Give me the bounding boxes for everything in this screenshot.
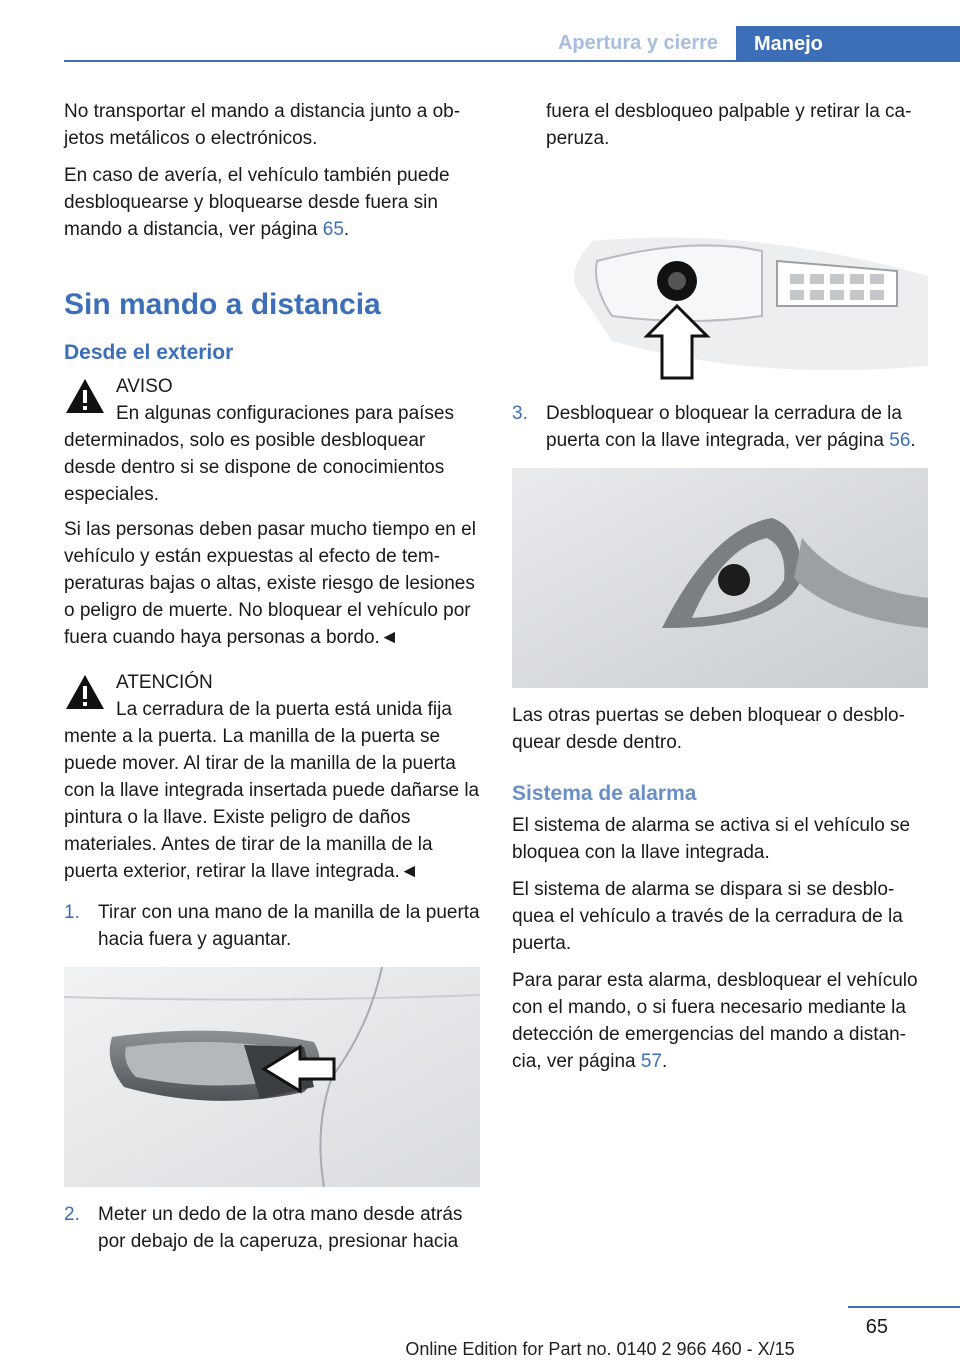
warning-body: determinados, solo es posible desbloquear desde dentro si se dispone de conocimientos especiales. (64, 430, 445, 505)
step-1 (64, 899, 480, 953)
paragraph: El sistema de alarma se activa si el vehículo se bloquea con la llave integrada. (512, 815, 911, 863)
step-number: 2. (64, 1204, 80, 1225)
warning-triangle-icon (64, 673, 106, 711)
text: . (910, 430, 916, 451)
step-3 (512, 400, 928, 454)
paragraph: No transportar el mando a distancia junto a objetos metálicos o electrónicos. (64, 101, 461, 149)
page-link[interactable]: 56 (889, 430, 911, 451)
header-section: Apertura y cierre (557, 32, 719, 54)
step-text: Meter un dedo de la otra mano desde atrás por debajo de la caperuza, presionar hacia (98, 1204, 463, 1252)
subsection-title: Sistema de alarma (512, 782, 697, 805)
paragraph: Las otras puertas se deben bloquear o desbloquear desde dentro. (512, 705, 905, 753)
warning-notice (64, 373, 480, 508)
right-column (512, 98, 928, 1085)
step-2-continued (512, 98, 928, 152)
step-number: 1. (64, 902, 80, 923)
text: . (343, 219, 350, 240)
caution-body: mente a la puerta. La manilla de la puerta se puede mover. Al tirar de la manilla de la puerta con la llave integrada insertada puede dañarse la pintura o la llave. Existe peligro de daños materiales. Antes de tirar de la manilla de la puerta exterior, retirar la llave integrada.◄ (64, 726, 480, 882)
header-rule (64, 60, 960, 62)
edition-text: Online Edition for Part no. 0140 2 966 460 - X/15 (405, 1339, 795, 1359)
text: En caso de avería, el vehículo también puede desbloquearse y bloquearse desde fuera sin mando a distancia, ver página (64, 165, 450, 240)
page-number: 65 (865, 1316, 888, 1338)
door-handle-photo (64, 967, 480, 1187)
section-title: Sin mando a distancia (64, 288, 381, 321)
step-text: Tirar con una mano de la manilla de la puerta hacia fuera y aguantar. (98, 902, 480, 950)
text: Para parar esta alarma, desbloquear el vehículo con el mando, o si fuera necesario mediante la detección de emergencias del mando a distancia, ver página (512, 970, 918, 1072)
caution-first-line: La cerradura de la puerta está unida fija (116, 699, 452, 720)
step-number: 3. (512, 403, 528, 424)
paragraph (512, 967, 928, 1075)
warning-first-line: En algunas configuraciones para países (116, 403, 455, 424)
paragraph: Si las personas deben pasar mucho tiempo en el vehículo y están expuestas al efecto de temperaturas bajas o altas, existe riesgo de lesiones o peligro de muerte. No bloquear el vehículo por fuera cuando haya personas a bordo.◄ (64, 519, 476, 648)
caution-notice (64, 669, 480, 885)
lock-cap-photo (512, 166, 928, 386)
caution-title: ATENCIÓN (116, 672, 213, 693)
footer-rule (848, 1306, 960, 1308)
page-link[interactable]: 57 (640, 1051, 662, 1072)
subsection-title: Desde el exterior (64, 341, 234, 364)
step-text: Desbloquear o bloquear la cerradura de la puerta con la llave integrada, ver página (546, 403, 902, 451)
step-2 (64, 1201, 480, 1255)
left-column (64, 98, 480, 1269)
step-text: fuera el desbloqueo palpable y retirar la caperuza. (546, 101, 912, 149)
paragraph: El sistema de alarma se dispara si se desbloquea el vehículo a través de la cerradura de la puerta. (512, 879, 903, 954)
page-link[interactable]: 65 (322, 219, 344, 240)
text: . (662, 1051, 668, 1072)
warning-title: AVISO (116, 376, 173, 397)
door-lock-photo (512, 468, 928, 688)
paragraph (64, 162, 480, 243)
warning-triangle-icon (64, 377, 106, 415)
header-tab: Manejo (736, 26, 960, 62)
